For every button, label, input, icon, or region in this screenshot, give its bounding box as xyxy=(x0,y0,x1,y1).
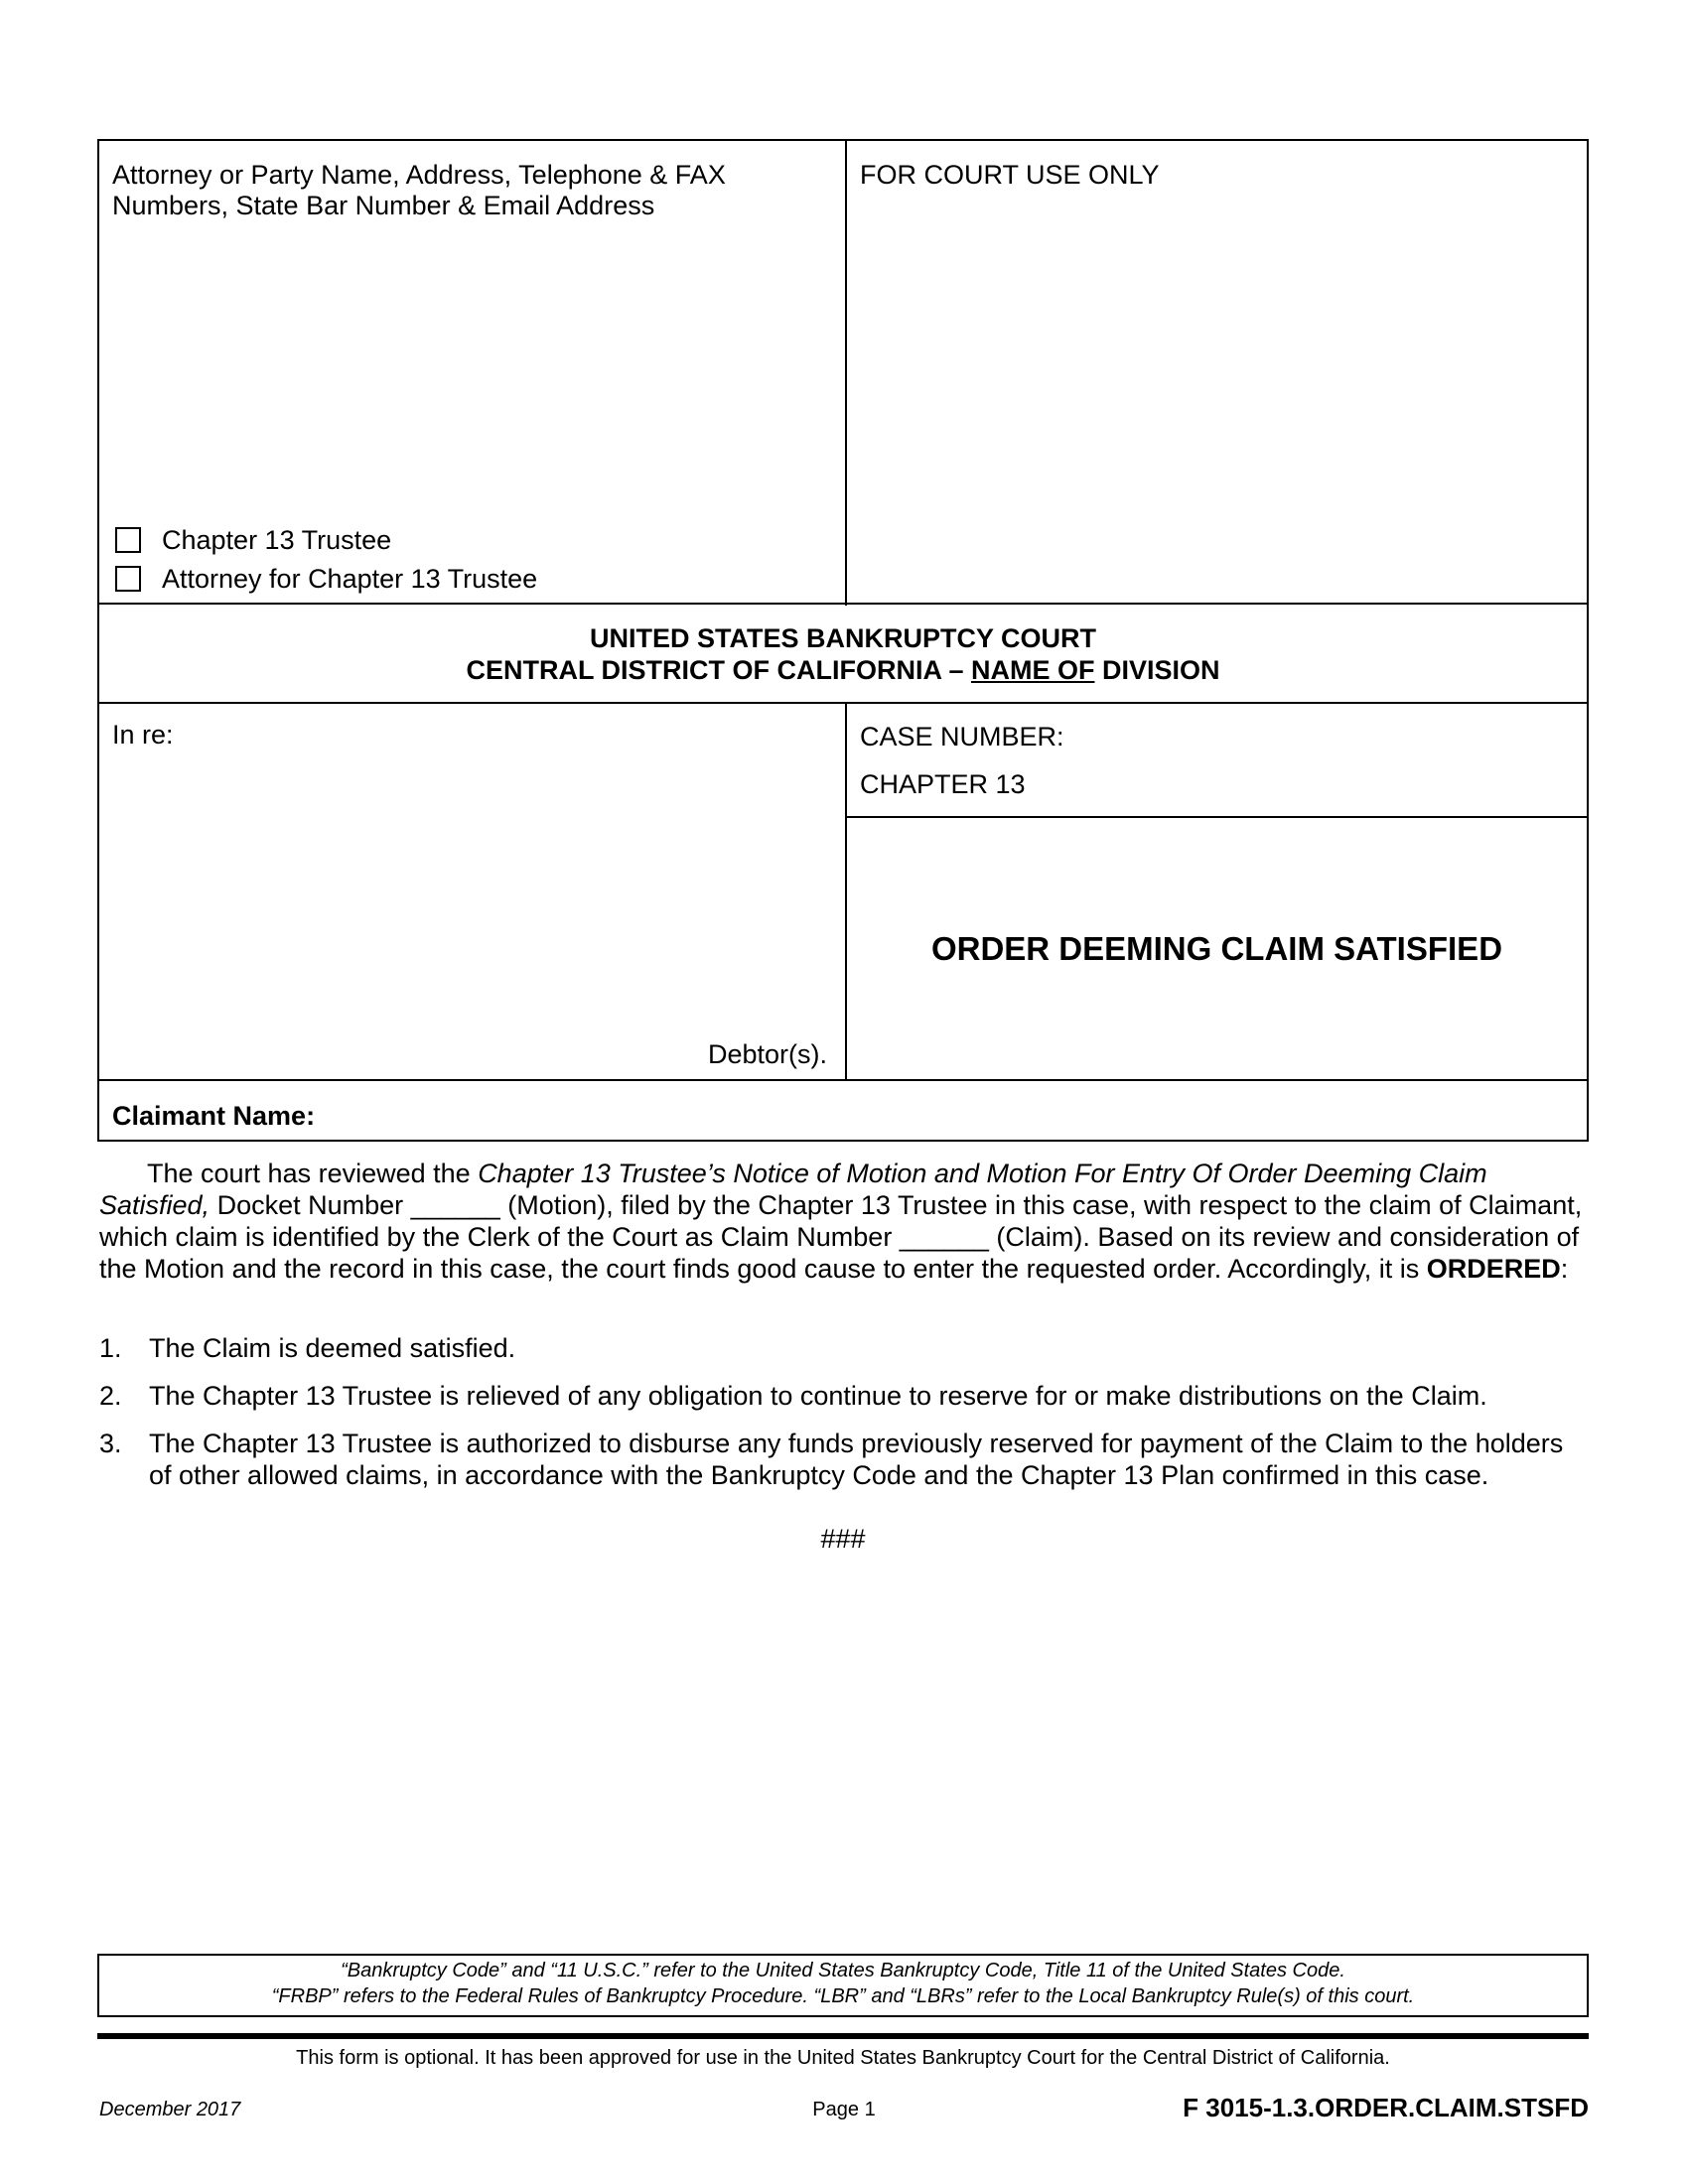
attorney-info-label-line2: Numbers, State Bar Number & Email Address xyxy=(112,191,655,220)
item-2-text: The Chapter 13 Trustee is relieved of any obligation to continue to reserve for or make distributions on the Claim. xyxy=(149,1381,1487,1411)
chapter-label: CHAPTER 13 xyxy=(860,769,1026,799)
trustee-checkbox[interactable] xyxy=(115,527,141,553)
definition-frbp-lbr: “FRBP” refers to the Federal Rules of Bankruptcy Procedure. “LBR” and “LBRs” refer to the Local Bankruptcy Rule(s) of this court. xyxy=(271,1985,1415,2007)
court-district-pre: CENTRAL DISTRICT OF CALIFORNIA – xyxy=(466,655,971,685)
item-2-number: 2. xyxy=(99,1381,122,1411)
court-district xyxy=(97,654,1589,686)
court-division-placeholder: NAME OF xyxy=(970,655,1095,685)
court-district-post: DIVISION xyxy=(1094,655,1220,685)
page-number: Page 1 xyxy=(812,2099,876,2120)
order-paragraph-a: The court has reviewed the xyxy=(147,1159,479,1188)
divider-order-title xyxy=(845,816,1589,818)
order-title: ORDER DEEMING CLAIM SATISFIED xyxy=(930,930,1503,967)
item-1-text: The Claim is deemed satisfied. xyxy=(149,1333,516,1363)
court-name: UNITED STATES BANKRUPTCY COURT xyxy=(589,623,1096,653)
ordered-word: ORDERED xyxy=(1426,1254,1561,1284)
form-date: December 2017 xyxy=(99,2099,241,2120)
form-id: F 3015-1.3.ORDER.CLAIM.STSFD xyxy=(1183,2093,1589,2122)
item-3-number: 3. xyxy=(99,1429,122,1458)
footer-rule xyxy=(97,2033,1589,2039)
trustee-checkbox-label: Chapter 13 Trustee xyxy=(162,525,392,555)
debtors-label: Debtor(s). xyxy=(708,1039,828,1069)
divider-case-vertical xyxy=(845,702,847,1081)
order-paragraph xyxy=(99,1158,1589,1285)
attorney-for-trustee-checkbox-label: Attorney for Chapter 13 Trustee xyxy=(162,564,538,594)
in-re-label: In re: xyxy=(112,720,174,750)
attorney-for-trustee-checkbox[interactable] xyxy=(115,566,141,592)
attorney-info-label-line1: Attorney or Party Name, Address, Telephone & FAX xyxy=(112,160,726,190)
end-mark: ### xyxy=(820,1524,866,1554)
claimant-name-label: Claimant Name: xyxy=(112,1101,316,1131)
item-1-number: 1. xyxy=(99,1333,122,1363)
order-paragraph-e: : xyxy=(1560,1254,1569,1284)
item-3-text: The Chapter 13 Trustee is authorized to disburse any funds previously reserved for payment of the Claim to the holders of other allowed claims, in accordance with the Bankruptcy Code and the Chapter 13 Plan confirmed in this case. xyxy=(149,1429,1564,1490)
definition-bankruptcy-code: “Bankruptcy Code” and “11 U.S.C.” refer to the United States Bankruptcy Code, Title 11 of the United States Code. xyxy=(341,1960,1345,1981)
order-paragraph-c: Docket Number ______ (Motion), filed by the Chapter 13 Trustee in this case, with respect to the claim of Claimant, which claim is identified by the Clerk of the Court as Claim Number ______ (Claim). Based on its review and consideration of the Motion and the record in this case, the court finds good cause to enter the requested order. Accordingly, it is xyxy=(99,1190,1583,1284)
divider-claimant xyxy=(97,1079,1589,1081)
optional-form-notice: This form is optional. It has been approved for use in the United States Bankruptcy Court for the Central District of California. xyxy=(296,2047,1390,2069)
divider-case xyxy=(97,702,1589,704)
divider-top xyxy=(845,139,847,606)
motion-title: Chapter 13 Trustee’s Notice of Motion and Motion For Entry Of Order Deeming Claim Satisfied, xyxy=(99,1159,1487,1220)
divider-court xyxy=(97,603,1589,605)
court-use-only-label: FOR COURT USE ONLY xyxy=(860,160,1160,190)
case-number-label: CASE NUMBER: xyxy=(860,722,1064,751)
